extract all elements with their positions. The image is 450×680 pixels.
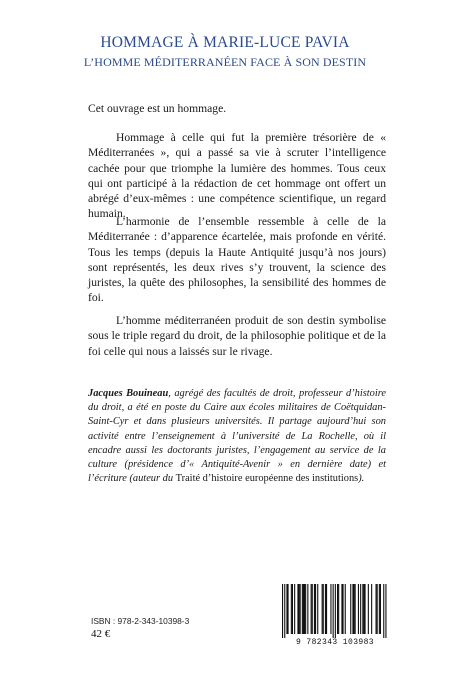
isbn-label: ISBN : 978-2-343-10398-3 [91,616,190,626]
author-bio-end: ). [358,473,365,485]
barcode-bar [385,584,386,638]
barcode-bar [292,584,293,634]
barcode-bar [284,584,285,638]
barcode-bar [300,584,301,634]
barcode-bar [294,584,295,634]
author-book-title: Traité d’histoire européenne des institutions [175,473,359,485]
barcode-bar [355,584,356,634]
barcode [276,582,394,650]
barcode-bar [333,584,334,638]
barcode-bar [358,584,359,634]
barcode-bar [352,584,353,634]
barcode-bar [377,584,378,634]
barcode-bar [338,584,339,634]
barcode-bar [363,584,364,634]
barcode-bar [335,584,336,638]
ean13-barcode-icon [282,584,388,638]
barcode-bar [350,584,351,634]
author-bio [88,387,386,486]
barcode-bar [383,584,384,638]
blurb-paragraph-2: Hommage à celle qui fut la première trésorière de « Méditerranées », qui a passé sa vie à scruter l’intelligence cachée pour que triomphe la lumière des hommes. Tous ceux qui ont participé à la rédaction de cet hommage ont offert un abrégé d’eux-mêmes : une compétence scientifique, un regard humain. [88,131,386,221]
barcode-bar [330,584,331,634]
barcode-bar [354,584,355,634]
barcode-bar [343,584,344,634]
barcode-bar [305,584,306,634]
barcode-bar [312,584,313,634]
blurb-paragraph-3: L’harmonie de l’ensemble ressemble à celle de la Méditerranée : d’apparence écartelée, mais profonde en vérité. Tous les temps (depuis la Haute Antiquité jusqu’à nos jours) sont représentés, les deux rives s’y trouvent, la science des juristes, la quête des philosophes, la sensibilité des hommes de foi. [88,215,386,305]
barcode-bar [314,584,315,634]
barcode-bar [291,584,292,634]
barcode-bar [307,584,308,634]
barcode-bar [315,584,316,634]
book-title: HOMMAGE À MARIE-LUCE PAVIA [100,34,350,51]
barcode-bar [288,584,289,634]
barcode-bar [371,584,372,634]
barcode-bar [325,584,326,634]
barcode-bar [365,584,366,634]
barcode-bar [326,584,327,634]
barcode-bar [304,584,305,634]
barcode-bar [380,584,381,634]
barcode-bar [368,584,369,634]
barcode-bar [379,584,380,634]
barcode-bar [360,584,361,634]
barcode-number: 9 782343 103983 [295,638,374,647]
barcode-bar [303,584,304,634]
barcode-bar [282,584,283,638]
barcode-bar [317,584,318,634]
author-bio-text: , agrégé des facultés de droit, professeur d’histoire du droit, a été en poste du Caire aux écoles militaires de Coëtquidan-Saint-Cyr et dans plusieurs universités. Il partage aujourd’hui son activité entre l’enseignement à l’université de La Rochelle, où il encadre aussi les doctorants juristes, l’engagement au service de la culture (présidence d’« Antiquité-Avenir » en dernière date) et l’écriture (auteur du [88,388,386,485]
barcode-bar [311,584,312,634]
barcode-bar [376,584,377,634]
barcode-bar [299,584,300,634]
barcode-bar [345,584,346,634]
barcode-bar [337,584,338,634]
blurb-paragraph-1: Cet ouvrage est un hommage. [88,102,227,115]
barcode-bar [362,584,363,634]
barcode-bar [286,584,287,634]
blurb-paragraph-4: L’homme méditerranéen produit de son destin symbolise sous le triple regard du droit, de la philosophie politique et de la foi celle qui nous a laissés sur le rivage. [88,314,386,358]
barcode-bar [322,584,323,634]
author-name: Jacques Bouineau [88,388,169,399]
barcode-bar [341,584,342,634]
barcode-bar [297,584,298,634]
barcode-bar [302,584,303,634]
price-label: 42 € [91,628,111,640]
book-subtitle: L’HOMME MÉDITERRANÉEN FACE À SON DESTIN [83,55,367,69]
barcode-bar [323,584,324,634]
